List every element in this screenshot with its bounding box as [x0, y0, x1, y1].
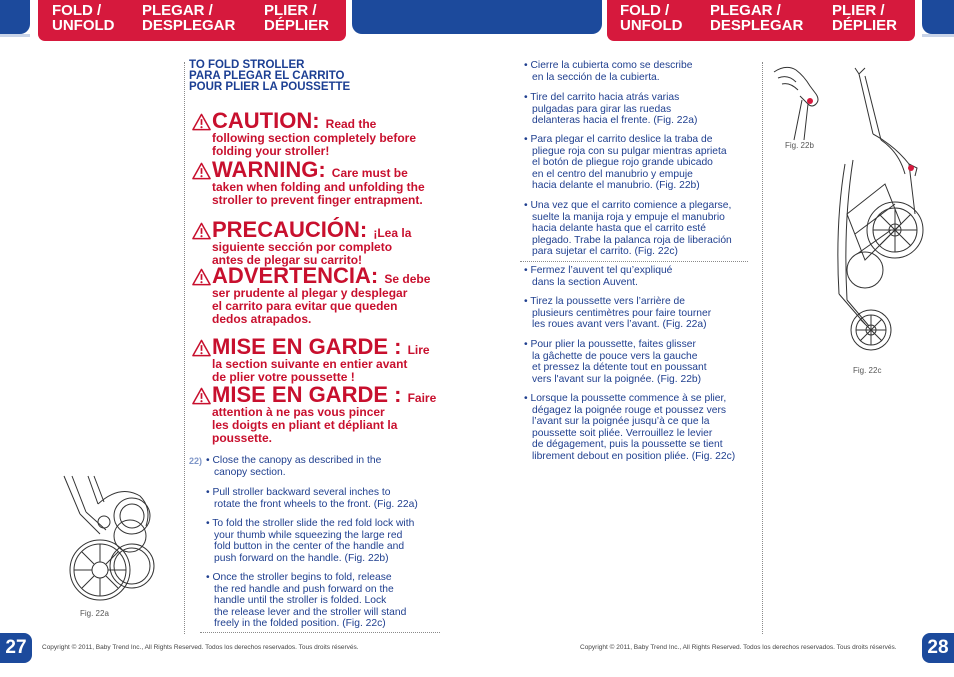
warning-title: MISE EN GARDE : Lire — [212, 334, 430, 359]
instruction-line: librement debout en position pliée. (Fig. 22c) — [532, 450, 736, 462]
warning-lead: ¡Lea la — [373, 226, 412, 240]
column-divider — [184, 62, 185, 634]
instruction-line: • Fermez l’auvent tel qu’expliqué — [524, 265, 673, 276]
instruction-line: • Close the canopy as described in the — [206, 455, 382, 466]
warning-line: de plier votre poussette ! — [212, 370, 355, 384]
instruction-bullet — [206, 572, 406, 630]
copyright-left: Copyright © 2011, Baby Trend Inc., All Rights Reserved. Todos los derechos reservados. Tous droits réservés. — [42, 644, 359, 651]
instruction-line: hacia delante hasta que el carrito esté — [532, 223, 707, 234]
instruction-line: canopy section. — [214, 466, 286, 478]
section-tab-right — [607, 0, 915, 41]
instruction-line: • Once the stroller begins to fold, release — [206, 572, 392, 583]
header-band-left — [0, 0, 30, 34]
figure-caption-22a: Fig. 22a — [80, 609, 109, 618]
warning-title: MISE EN GARDE : Faire — [212, 382, 437, 407]
instruction-line: en la sección de la cubierta. — [532, 71, 660, 83]
tab-label-fold: FOLD / UNFOLD — [620, 2, 683, 34]
instruction-bullet — [206, 455, 381, 478]
tab-label-plier: PLIER / DÉPLIER — [264, 2, 330, 34]
warning-triangle-icon — [192, 222, 211, 240]
tab-label-fold: FOLD / UNFOLD — [52, 2, 115, 34]
copyright-right: Copyright © 2011, Baby Trend Inc., All Rights Reserved. Todos los derechos reservados. Tous droits réservés. — [580, 644, 897, 651]
instruction-line: the red handle and push forward on the — [214, 583, 394, 595]
instruction-line: vers l'avant sur la poignée. (Fig. 22b) — [532, 373, 702, 385]
instruction-line: hacia delante el manubrio. (Fig. 22b) — [532, 180, 700, 191]
instruction-bullet — [524, 339, 707, 385]
tab-label-plegar: PLEGAR / DESPLEGAR — [142, 2, 236, 34]
instruction-bullet — [524, 92, 697, 127]
instruction-line: suelte la manija roja y empuje el manubrio — [532, 211, 725, 223]
instruction-line: et pressez la détente tout en poussant — [532, 362, 707, 373]
page-number-right: 28 — [922, 633, 954, 663]
warning-triangle-icon — [192, 113, 211, 131]
warning-title: CAUTION: Read the — [212, 108, 377, 133]
page-number-left: 27 — [0, 633, 32, 663]
stroller-wheel-illustration — [60, 474, 155, 606]
instruction-line: fold button in the center of the handle and — [214, 541, 405, 552]
instruction-bullet — [524, 200, 732, 258]
warning-text — [212, 132, 416, 158]
warning-lead: Lire — [407, 343, 430, 357]
warning-title: PRECAUCIÓN: ¡Lea la — [212, 217, 412, 242]
instruction-line: plegado. Trabe la palanca roja de liberación — [532, 234, 732, 246]
header-shadow — [922, 34, 954, 37]
instruction-line: • To fold the stroller slide the red fold lock with — [206, 518, 415, 529]
tab-label-plegar: PLEGAR / DESPLEGAR — [710, 2, 804, 34]
section-heading: TO FOLD STROLLER PARA PLEGAR EL CARRITO POUR PLIER LA POUSSETTE — [189, 59, 351, 93]
instruction-line: el botón de pliegue rojo grande ubicado — [532, 157, 713, 168]
hand-on-handle-illustration — [772, 64, 832, 142]
warning-line: taken when folding and unfolding the — [212, 180, 425, 194]
warning-line: ser prudente al plegar y desplegar — [212, 286, 408, 300]
instruction-bullet — [524, 60, 692, 83]
instruction-line: la gâchette de pouce vers la gauche — [532, 350, 698, 362]
header-shadow — [0, 34, 30, 37]
instruction-line: en el centro del manubrio y empuje — [532, 168, 693, 180]
bottom-divider — [200, 632, 440, 633]
instruction-bullet — [524, 134, 727, 192]
warning-lead: Faire — [407, 391, 437, 405]
warning-line: antes de plegar su carrito! — [212, 253, 363, 267]
warning-text — [212, 406, 397, 445]
tab-label-plier: PLIER / DÉPLIER — [832, 2, 898, 34]
instruction-line: dégagez la poignée rouge et poussez vers — [532, 404, 727, 416]
instruction-bullet — [524, 265, 672, 288]
warning-title: WARNING: Care must be — [212, 157, 408, 182]
instruction-line: pulgadas para girar las ruedas — [532, 103, 672, 115]
warning-line: la section suivante en entier avant — [212, 357, 408, 371]
warning-text — [212, 181, 425, 207]
warning-line: attention à ne pas vous pincer — [212, 405, 385, 419]
instruction-line: • Cierre la cubierta como se describe — [524, 60, 693, 71]
instruction-bullet — [206, 487, 418, 510]
instruction-line: freely in the folded position. (Fig. 22c) — [214, 618, 386, 629]
folded-stroller-illustration — [825, 64, 925, 358]
instruction-line: plusieurs centimètres pour faire tourner — [532, 307, 712, 319]
instruction-line: • Pour plier la poussette, faites glisser — [524, 339, 696, 350]
instruction-bullet — [524, 296, 711, 331]
warning-title: ADVERTENCIA: Se debe — [212, 263, 431, 288]
warning-triangle-icon — [192, 387, 211, 405]
warning-line: stroller to prevent finger entrapment. — [212, 193, 423, 207]
warning-line: dedos atrapados. — [212, 312, 312, 326]
instruction-line: l’avant sur la poignée jusqu’à ce que la — [532, 416, 710, 427]
warning-lead: Se debe — [384, 272, 431, 286]
instruction-bullet — [524, 393, 735, 462]
instruction-line: les roues avant vers l’avant. (Fig. 22a) — [532, 319, 707, 330]
instruction-line: rotate the front wheels to the front. (Fig. 22a) — [214, 498, 418, 510]
warning-text — [212, 358, 407, 384]
instruction-line: • Lorsque la poussette commence à se plier, — [524, 393, 727, 404]
warning-lead: Read the — [325, 117, 377, 131]
instruction-line: • Para plegar el carrito deslice la traba de — [524, 134, 713, 145]
column-divider — [762, 62, 763, 634]
instruction-line: poussette soit pliée. Verrouillez le levier — [532, 427, 713, 439]
instruction-line: the release lever and the stroller will stand — [214, 606, 407, 618]
language-divider — [520, 261, 748, 262]
warning-triangle-icon — [192, 162, 211, 180]
instruction-line: push forward on the handle. (Fig. 22b) — [214, 552, 389, 564]
warning-line: poussette. — [212, 431, 273, 445]
step-number: 22) — [189, 456, 203, 466]
instruction-line: pliegue roja con su pulgar mientras aprieta — [532, 145, 727, 157]
instruction-line: de dégagement, puis la poussette se tient — [532, 439, 723, 450]
section-tab-left — [38, 0, 346, 41]
instruction-line: para sujetar el carrito. (Fig. 22c) — [532, 246, 678, 257]
instruction-line: your thumb while squeezing the large red — [214, 529, 403, 541]
instruction-line: • Una vez que el carrito comience a plegarse, — [524, 200, 732, 211]
instruction-line: dans la section Auvent. — [532, 276, 638, 288]
figure-caption-22b: Fig. 22b — [785, 141, 814, 150]
warning-triangle-icon — [192, 339, 211, 357]
warning-lead: Care must be — [331, 166, 408, 180]
instruction-line: • Tire del carrito hacia atrás varias — [524, 92, 680, 103]
warning-line: following section completely before — [212, 131, 417, 145]
warning-line: el carrito para evitar que queden — [212, 299, 398, 313]
instruction-line: handle until the stroller is folded. Lock — [214, 595, 387, 606]
warning-line: siguiente sección por completo — [212, 240, 393, 254]
warning-line: les doigts en pliant et dépliant la — [212, 418, 398, 432]
instruction-line: • Tirez la poussette vers l’arrière de — [524, 296, 685, 307]
instruction-line: delanteras hacia el frente. (Fig. 22a) — [532, 115, 698, 126]
warning-line: folding your stroller! — [212, 144, 330, 158]
warning-text — [212, 287, 407, 326]
figure-caption-22c: Fig. 22c — [853, 366, 882, 375]
instruction-bullet — [206, 518, 414, 564]
header-band-right — [922, 0, 954, 34]
warning-triangle-icon — [192, 268, 211, 286]
header-band-center — [352, 0, 602, 34]
instruction-line: • Pull stroller backward several inches to — [206, 487, 391, 498]
